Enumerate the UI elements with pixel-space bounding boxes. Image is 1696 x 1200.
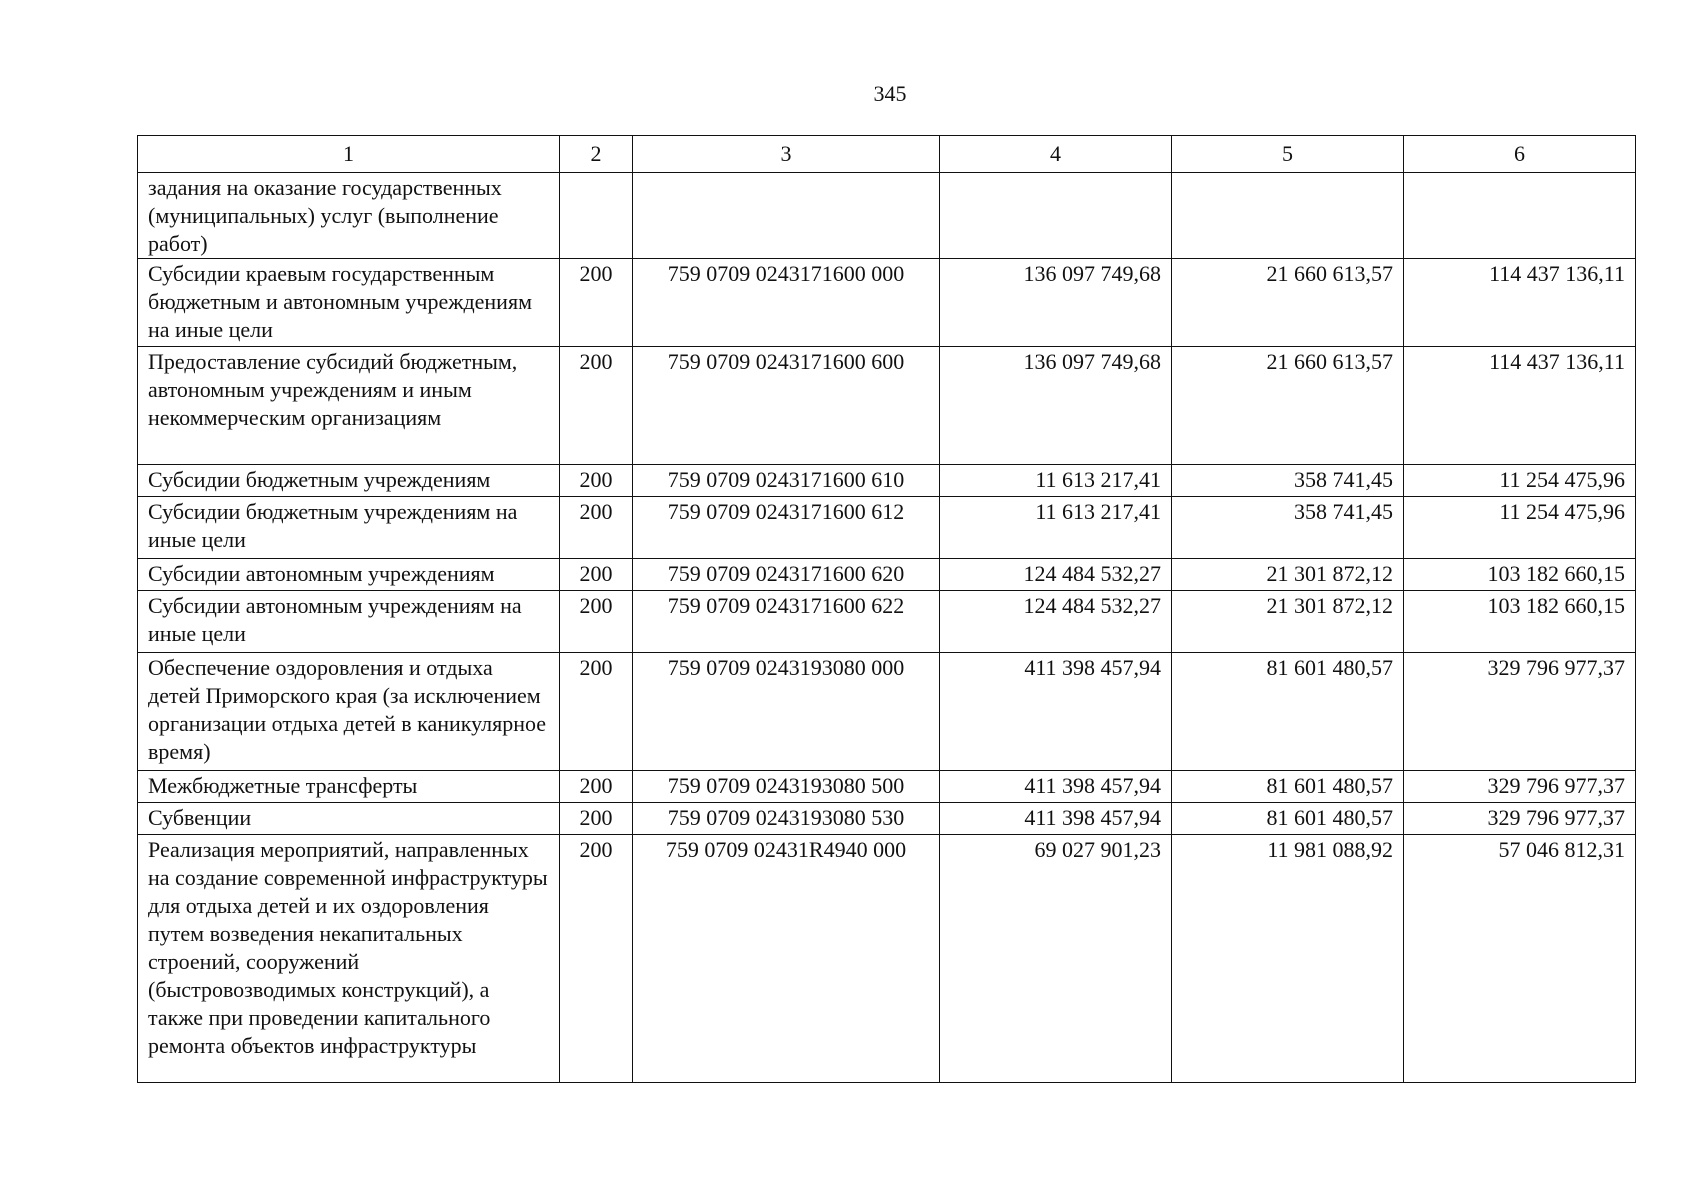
- table-row: [138, 259, 1636, 347]
- column-header-4: 4: [940, 136, 1172, 173]
- row-value-6: 329 796 977,37: [1404, 653, 1636, 771]
- row-value-4: 69 027 901,23: [940, 835, 1172, 1083]
- row-value-5: 11 981 088,92: [1172, 835, 1404, 1083]
- row-code: 759 0709 0243193080 530: [633, 803, 940, 835]
- table-row: [138, 591, 1636, 653]
- row-value-6: 103 182 660,15: [1404, 559, 1636, 591]
- row-col2: 200: [560, 771, 633, 803]
- row-value-4: 411 398 457,94: [940, 771, 1172, 803]
- row-col2: [560, 173, 633, 259]
- row-code: 759 0709 0243171600 000: [633, 259, 940, 347]
- row-code: 759 0709 0243171600 620: [633, 559, 940, 591]
- row-name: Субвенции: [138, 803, 560, 835]
- row-name: Обеспечение оздоровления и отдыха детей Приморского края (за исключением организации отдыха детей в каникулярное время): [138, 653, 560, 771]
- row-name: Субсидии бюджетным учреждениям на иные цели: [138, 497, 560, 559]
- column-header-3: 3: [633, 136, 940, 173]
- row-value-6: 103 182 660,15: [1404, 591, 1636, 653]
- row-code: 759 0709 0243171600 622: [633, 591, 940, 653]
- row-value-5: 21 660 613,57: [1172, 259, 1404, 347]
- table-row: [138, 803, 1636, 835]
- row-value-5: [1172, 173, 1404, 259]
- table-row: [138, 465, 1636, 497]
- table-row: [138, 653, 1636, 771]
- column-header-5: 5: [1172, 136, 1404, 173]
- table-row: [138, 771, 1636, 803]
- row-name: Межбюджетные трансферты: [138, 771, 560, 803]
- column-header-1: 1: [138, 136, 560, 173]
- row-name: Реализация мероприятий, направленных на создание современной инфраструктуры для отдыха детей и их оздоровления путем возведения некапитальных строений, сооружений (быстровозводимых конструкций), а также при проведении капитального ремонта объектов инфраструктуры: [138, 835, 560, 1083]
- row-code: 759 0709 0243171600 600: [633, 347, 940, 465]
- row-value-5: 81 601 480,57: [1172, 653, 1404, 771]
- table-row: [138, 173, 1636, 259]
- row-value-6: 329 796 977,37: [1404, 803, 1636, 835]
- row-name: Субсидии бюджетным учреждениям: [138, 465, 560, 497]
- row-value-6: 11 254 475,96: [1404, 465, 1636, 497]
- row-code: 759 0709 02431R4940 000: [633, 835, 940, 1083]
- row-value-6: 57 046 812,31: [1404, 835, 1636, 1083]
- row-code: 759 0709 0243171600 612: [633, 497, 940, 559]
- row-value-4: 11 613 217,41: [940, 465, 1172, 497]
- column-header-6: 6: [1404, 136, 1636, 173]
- row-value-5: 21 301 872,12: [1172, 559, 1404, 591]
- row-col2: 200: [560, 591, 633, 653]
- row-name: Субсидии автономным учреждениям: [138, 559, 560, 591]
- row-value-4: 411 398 457,94: [940, 803, 1172, 835]
- row-col2: 200: [560, 259, 633, 347]
- row-value-5: 358 741,45: [1172, 465, 1404, 497]
- row-value-5: 358 741,45: [1172, 497, 1404, 559]
- row-name: задания на оказание государственных (муниципальных) услуг (выполнение работ): [138, 173, 560, 259]
- row-value-5: 81 601 480,57: [1172, 771, 1404, 803]
- row-value-4: 411 398 457,94: [940, 653, 1172, 771]
- row-value-4: 136 097 749,68: [940, 259, 1172, 347]
- row-value-4: 11 613 217,41: [940, 497, 1172, 559]
- row-value-4: [940, 173, 1172, 259]
- row-col2: 200: [560, 653, 633, 771]
- row-value-4: 124 484 532,27: [940, 559, 1172, 591]
- row-value-6: 11 254 475,96: [1404, 497, 1636, 559]
- row-value-5: 21 660 613,57: [1172, 347, 1404, 465]
- row-code: 759 0709 0243193080 500: [633, 771, 940, 803]
- row-code: 759 0709 0243193080 000: [633, 653, 940, 771]
- row-col2: 200: [560, 559, 633, 591]
- row-value-4: 136 097 749,68: [940, 347, 1172, 465]
- row-value-6: 114 437 136,11: [1404, 259, 1636, 347]
- row-value-5: 81 601 480,57: [1172, 803, 1404, 835]
- page-number: 345: [873, 81, 907, 106]
- row-code: [633, 173, 940, 259]
- row-col2: 200: [560, 497, 633, 559]
- table-row: [138, 347, 1636, 465]
- row-name: Субсидии краевым государственным бюджетным и автономным учреждениям на иные цели: [138, 259, 560, 347]
- row-col2: 200: [560, 465, 633, 497]
- row-col2: 200: [560, 347, 633, 465]
- column-header-2: 2: [560, 136, 633, 173]
- row-value-4: 124 484 532,27: [940, 591, 1172, 653]
- row-code: 759 0709 0243171600 610: [633, 465, 940, 497]
- row-value-6: 114 437 136,11: [1404, 347, 1636, 465]
- row-value-5: 21 301 872,12: [1172, 591, 1404, 653]
- row-col2: 200: [560, 835, 633, 1083]
- table-row: [138, 835, 1636, 1083]
- row-col2: 200: [560, 803, 633, 835]
- budget-table: [137, 135, 1636, 1083]
- table-header-row: [138, 136, 1636, 173]
- table-row: [138, 559, 1636, 591]
- row-name: Субсидии автономным учреждениям на иные цели: [138, 591, 560, 653]
- row-name: Предоставление субсидий бюджетным, автономным учреждениям и иным некоммерческим организациям: [138, 347, 560, 465]
- row-value-6: 329 796 977,37: [1404, 771, 1636, 803]
- row-value-6: [1404, 173, 1636, 259]
- table-row: [138, 497, 1636, 559]
